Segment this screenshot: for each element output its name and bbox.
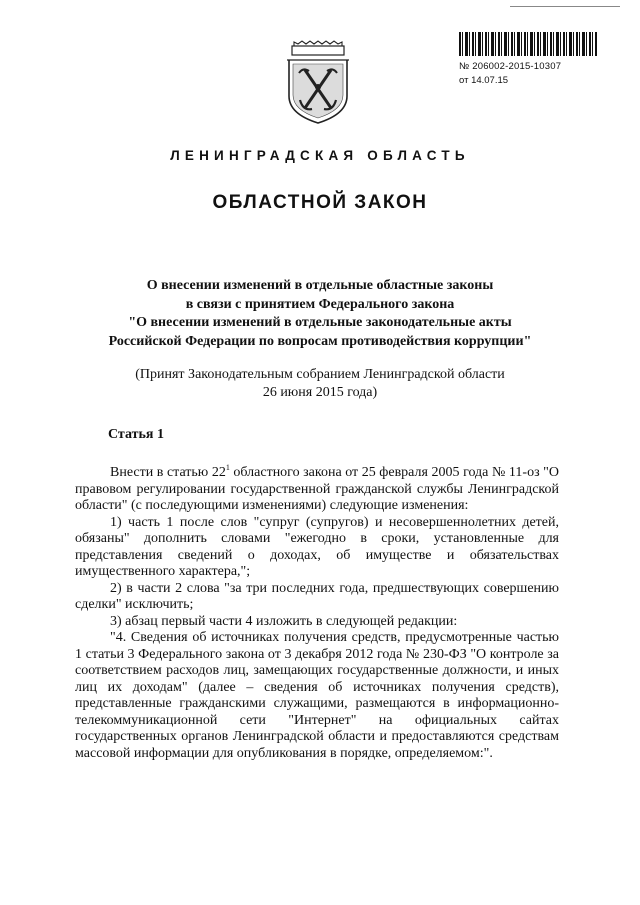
registration-number: № 206002-2015-10307 xyxy=(459,61,562,72)
adoption-note xyxy=(80,366,560,402)
article-body xyxy=(75,460,559,762)
heading-line: в связи с принятием Федерального закона xyxy=(185,296,455,312)
adoption-line: (Принят Законодательным собранием Ленинградской области xyxy=(135,367,505,382)
registration-date: от 14.07.15 xyxy=(459,75,509,86)
heading-line: "О внесении изменений в отдельные законодательные акты xyxy=(128,315,512,331)
intro-paragraph xyxy=(75,460,559,515)
law-heading xyxy=(80,277,560,351)
amendment-item: 1) часть 1 после слов "супруг (супругов) и несовершеннолетних детей, обязаны" дополнить словами "ежегодно в сроки, установленные для представления сведений о доходах, об имуществе и обязательствах имущественного характера,"; xyxy=(75,514,559,579)
intro-superscript: 1 xyxy=(225,463,230,472)
heading-line: О внесении изменений в отдельные областные законы xyxy=(146,278,494,293)
heading-line: Российской Федерации по вопросам противодействия коррупции" xyxy=(108,333,532,349)
corner-rule xyxy=(510,6,620,7)
article-title: Статья 1 xyxy=(108,427,164,442)
amendment-item: 3) абзац первый части 4 изложить в следующей редакции: xyxy=(110,613,458,629)
intro-text: Внести в статью 22 xyxy=(110,465,226,480)
adoption-line: 26 июня 2015 года) xyxy=(262,385,378,400)
intro-text-continued: областного закона от 25 февраля 2005 года № 11-оз "О правовом регулировании государственной гражданской службы Ленинградской области" (с последующими изменениями) следующие изменения: xyxy=(75,465,559,513)
amendment-item: 2) в части 2 слова "за три последних года, предшествующих совершению сделки" исключить; xyxy=(75,580,559,612)
barcode xyxy=(459,32,597,56)
coat-of-arms-icon xyxy=(283,40,353,126)
amendment-item: "4. Сведения об источниках получения средств, предусмотренные частью 1 статьи 3 Федерального закона от 3 декабря 2012 года № 230-ФЗ "О контроле за соответствием расходов лиц, замещающих государственные должности, и иных лиц их доходам" (далее – сведения об источниках получения средств), представленные гражданскими служащими, размещаются в информационно-телекоммуникационной сети "Интернет" на официальных сайтах государственных органов Ленинградской области и предоставляются средствам массовой информации для опубликования в порядке, определяемом:". xyxy=(75,630,559,761)
region-name: ЛЕНИНГРАДСКАЯ ОБЛАСТЬ xyxy=(170,148,470,163)
document-type-title: ОБЛАСТНОЙ ЗАКОН xyxy=(212,192,428,213)
